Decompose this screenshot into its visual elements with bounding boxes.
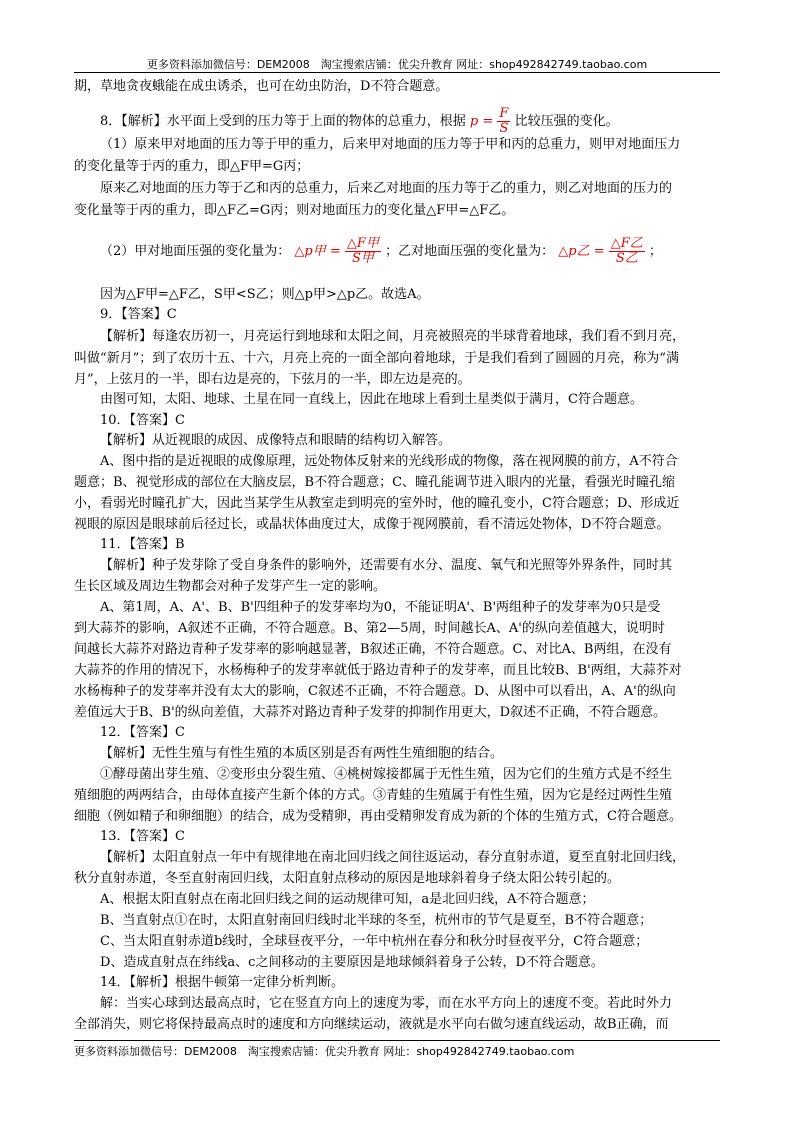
footer-divider: [74, 1040, 720, 1041]
page-header: 更多资料添加微信号：DEM2008 淘宝搜索店铺：优尖升教育 网址：shop492842749.taobao.com: [146, 58, 648, 71]
text-line: 10．【答案】C: [100, 413, 185, 428]
text-line: 因为△F甲=△F乙，S甲<S乙；则△p甲>△p乙。故选A。: [100, 287, 430, 302]
text-line: 【解析】种子发芽除了受自身条件的影响外，还需要有水分、温度、氧气和光照等外界条件，同时其: [100, 558, 673, 573]
text-line: 由图可知，太阳、地球、土星在同一直线上，因此在地球上看到土星类似于满月，C符合题意。: [100, 392, 643, 407]
text-line: 9．【答案】C: [100, 307, 177, 322]
text-line: 的变化量等于丙的重力，即△F甲=G丙；: [74, 159, 310, 174]
text-line: 【解析】每逢农历初一，月亮运行到地球和太阳之间，月亮被照亮的半球背着地球，我们看不到月亮，: [100, 329, 686, 344]
text-line: C、当太阳直射赤道b线时，全球昼夜平分，一年中杭州在春分和秋分时昼夜平分，C符合题意；: [100, 934, 649, 949]
text-line: 原来乙对地面的压力等于乙和丙的总重力，后来乙对地面的压力等于乙的重力，则乙对地面的压力的: [100, 181, 673, 196]
text-line: A、第1周，A、A'、B、B'四组种子的发芽率均为0，不能证明A'、B'两组种子的发芽率为0只是受: [100, 600, 661, 615]
text-line: 【解析】无性生殖与有性生殖的本质区别是否有两性生殖细胞的结合。: [100, 746, 504, 761]
text-line: 变化量等于丙的重力，即△F乙=G丙；则对地面压力的变化量△F甲=△F乙。: [74, 203, 515, 218]
text-line: 12．【答案】C: [100, 725, 185, 740]
delta-p-yi-formula: △p乙 = $\frac{\text{△F乙}}{\text{S乙}}$: [558, 236, 643, 266]
text-line: 小，看弱光时瞳孔扩大，因此当某学生从教室走到明亮的室外时，他的瞳孔变小，C符合题意；D、形成近: [74, 496, 680, 511]
pressure-formula: p = $\frac{F}{S}$: [469, 106, 509, 136]
text-line: 全部消失，则它将保持最高点时的速度和方向继续运动，液就是水平向右做匀速直线运动，故B正确，而: [74, 1017, 669, 1032]
text-line: 秋分直射赤道，冬至直射南回归线，太阳直射点移动的原因是地球斜着身子绕太阳公转引起的。: [74, 871, 621, 886]
text-line: 殖细胞的两两结合，由母体直接产生新个体的方式。③青蛙的生殖属于有性生殖，因为它是经过两性生殖: [74, 788, 673, 803]
text-line: 水杨梅种子的发芽率并没有太大的影响，C叙述不正确，不符合题意。D、从图中可以看出，A、A'的纵向: [74, 684, 676, 699]
text-line: 细胞（例如精子和卵细胞）的结合，成为受精卵，再由受精卵发育成为新的个体的生殖方式，C符合题意。: [74, 809, 682, 824]
text-line: 间越长大蒜芥对路边青种子发芽率的影响越显著，B叙述正确，不符合题意。C、对比A、B两组，在没有: [74, 642, 672, 657]
fraction: $\frac{\text{△F甲}}{\text{S甲}}$: [346, 236, 379, 266]
text-line: ①酵母菌出芽生殖、②变形虫分裂生殖、④桃树嫁接都属于无性生殖，因为它们的生殖方式是不经生: [100, 767, 673, 782]
text-line: 8．【解析】水平面上受到的压力等于上面的物体的总重力，根据 p = $\frac{F}{S}$ 比较压强的变化。: [100, 106, 619, 136]
text-line: 视眼的原因是眼球前后径过长，或晶状体曲度过大，成像于视网膜前，看不清远处物体，D不符合题意。: [74, 517, 670, 532]
text-line: 到大蒜芥的影响，A叙述不正确，不符合题意。B、第2—5周，时间越长A、A'的纵向差值越大，说明时: [74, 621, 665, 636]
delta-p-jia-formula: △p甲 = $\frac{\text{△F甲}}{\text{S甲}}$: [294, 236, 379, 266]
text-line: （2）甲对地面压强的变化量为： △p甲 = $\frac{\text{△F甲}}{\text{S甲}}$ ；乙对地面压强的变化量为： △p乙 = $\frac{\text{△F乙}}{\text{S乙}}$ ；: [100, 236, 662, 266]
fraction: $\frac{F}{S}$: [499, 106, 509, 136]
page-footer: 更多资料添加微信号：DEM2008 淘宝搜索店铺：优尖升教育 网址：shop492842749.taobao.com: [74, 1045, 575, 1058]
text-line: 题意；B、视觉形成的部位在大脑皮层，B不符合题意；C、瞳孔能调节进入眼内的光量，看强光时瞳孔缩: [74, 475, 676, 490]
text-line: 【解析】从近视眼的成因、成像特点和眼睛的结构切入解答。: [100, 433, 452, 448]
text-line: 期，草地贪夜蛾能在成虫诱杀，也可在幼虫防治，D不符合题意。: [74, 79, 449, 94]
text-line: 解：当实心球到达最高点时，它在竖直方向上的速度为零，而在水平方向上的速度不变。若此时外力: [100, 996, 673, 1011]
text-line: 差值远大于B、B'的纵向差值，大蒜芥对路边青种子发芽的抑制作用更大，D叙述不正确，不符合题意。: [74, 705, 667, 720]
text-line: （1）原来甲对地面的压力等于甲的重力，后来甲对地面的压力等于甲和丙的总重力，则甲对地面压力: [100, 137, 681, 152]
fraction: $\frac{\text{△F乙}}{\text{S乙}}$: [610, 236, 643, 266]
header-divider: [74, 72, 720, 73]
text-line: 11．【答案】B: [100, 537, 185, 552]
text-line: 13．【答案】C: [100, 829, 185, 844]
text-line: 叫做“新月”；到了农历十五、十六，月亮上亮的一面全部向着地球，于是我们看到了圆圆的月亮，称为“满: [74, 351, 679, 366]
text-line: 【解析】太阳直射点一年中有规律地在南北回归线之间往返运动，春分直射赤道，夏至直射北回归线，: [100, 850, 686, 865]
text-line: A、根据太阳直射点在南北回归线之间的运动规律可知，a是北回归线，A不符合题意；: [100, 892, 595, 907]
text-line: A、图中指的是近视眼的成像原理，远处物体反射来的光线形成的物像，落在视网膜的前方，A不符合: [100, 454, 678, 469]
text-line: 大蒜芥的作用的情况下，水杨梅种子的发芽率就低于路边青种子的发芽率，而且比较B、B'两组，大蒜芥对: [74, 663, 682, 678]
text-line: 14．【解析】根据牛顿第一定律分析判断。: [100, 975, 345, 990]
text-line: 生长区域及周边生物都会对种子发芽产生一定的影响。: [74, 579, 387, 594]
text-line: D、造成直射点在纬线a、c之间移动的主要原因是地球倾斜着身子公转，D不符合题意。: [100, 955, 604, 970]
text-line: B、当直射点①在时，太阳直射南回归线时北半球的冬至，杭州市的节气是夏至，B不符合题意；: [100, 913, 653, 928]
text-line: 月”，上弦月的一半，即右边是亮的，下弦月的一半，即左边是亮的。: [74, 372, 471, 387]
